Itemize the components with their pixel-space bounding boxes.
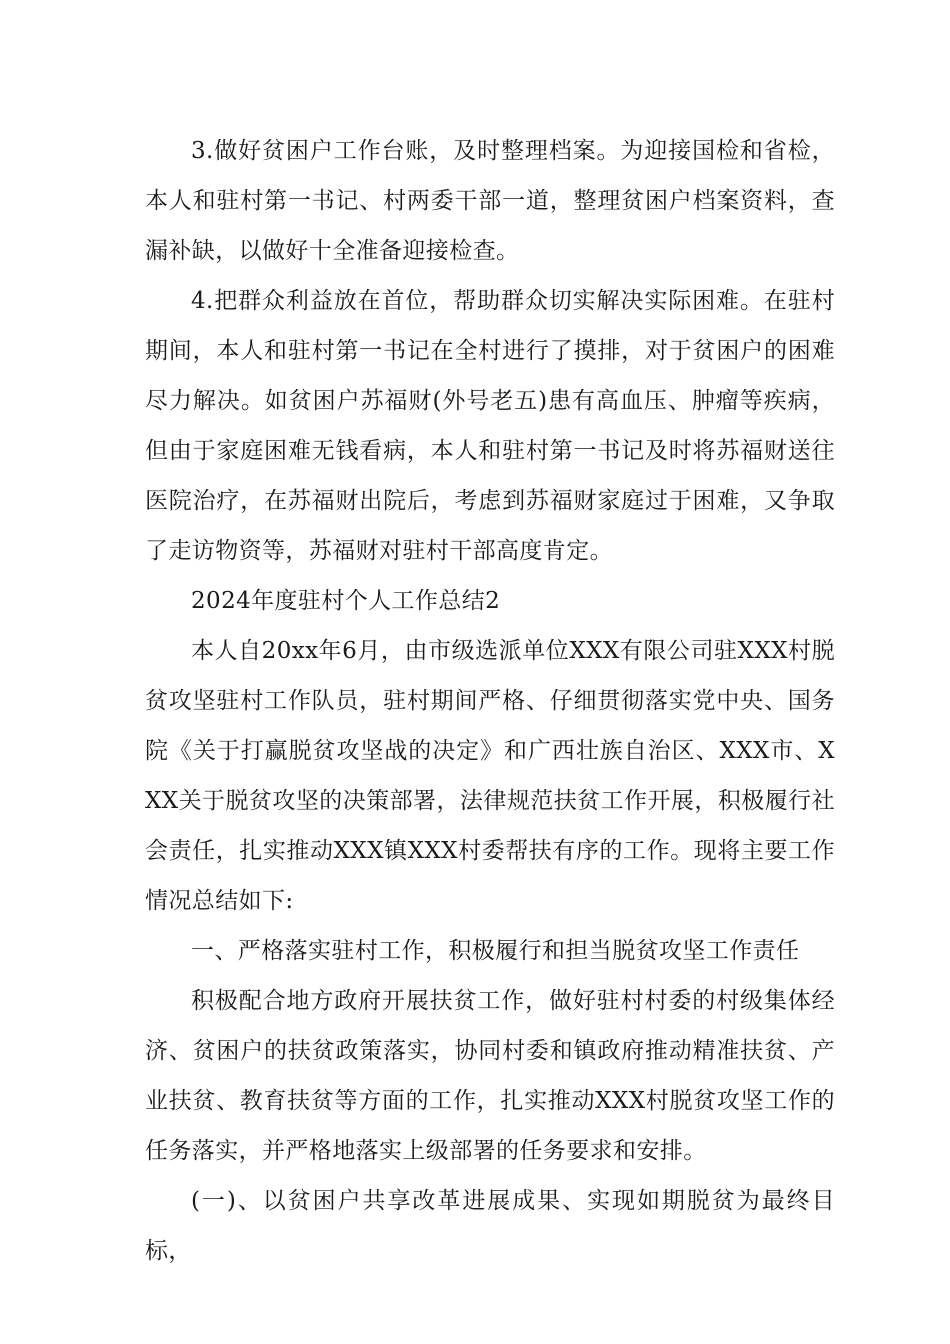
paragraph-intro: 本人自20xx年6月，由市级选派单位XXX有限公司驻XXX村脱贫攻坚驻村工作队员，驻村期间严格、仔细贯彻落实党中央、国务院《关于打赢脱贫攻坚战的决定》和广西壮族自治区、XXX市、XXX关于脱贫攻坚的决策部署，法律规范扶贫工作开展，积极履行社会责任，扎实推动XXX镇XXX村委帮扶有序的工作。现将主要工作情况总结如下: [145,638,835,914]
section-title: 2024年度驻村个人工作总结2 [191,588,501,614]
heading-part-one: 一、严格落实驻村工作，积极履行和担当脱贫攻坚工作责任 [191,938,800,964]
subheading-item-one: (一)、以贫困户共享改革进展成果、实现如期脱贫为最终目标， [145,1188,835,1264]
paragraph-cooperation: 积极配合地方政府开展扶贫工作，做好驻村村委的村级集体经济、贫困户的扶贫政策落实，协同村委和镇政府推动精准扶贫、产业扶贫、教育扶贫等方面的工作，扎实推动XXX村脱贫攻坚工作的任务落实，并严格地落实上级部署的任务要求和安排。 [145,988,835,1164]
document-body [145,126,835,1276]
paragraph-people-first: 4.把群众利益放在首位，帮助群众切实解决实际困难。在驻村期间，本人和驻村第一书记在全村进行了摸排，对于贫困户的困难尽力解决。如贫困户苏福财(外号老五)患有高血压、肿瘤等疾病，但由于家庭困难无钱看病，本人和驻村第一书记及时将苏福财送往医院治疗，在苏福财出院后，考虑到苏福财家庭过于困难，又争取了走访物资等，苏福财对驻村干部高度肯定。 [145,288,835,564]
paragraph-ledger: 3.做好贫困户工作台账，及时整理档案。为迎接国检和省检，本人和驻村第一书记、村两委干部一道，整理贫困户档案资料，查漏补缺，以做好十全准备迎接检查。 [145,138,835,264]
